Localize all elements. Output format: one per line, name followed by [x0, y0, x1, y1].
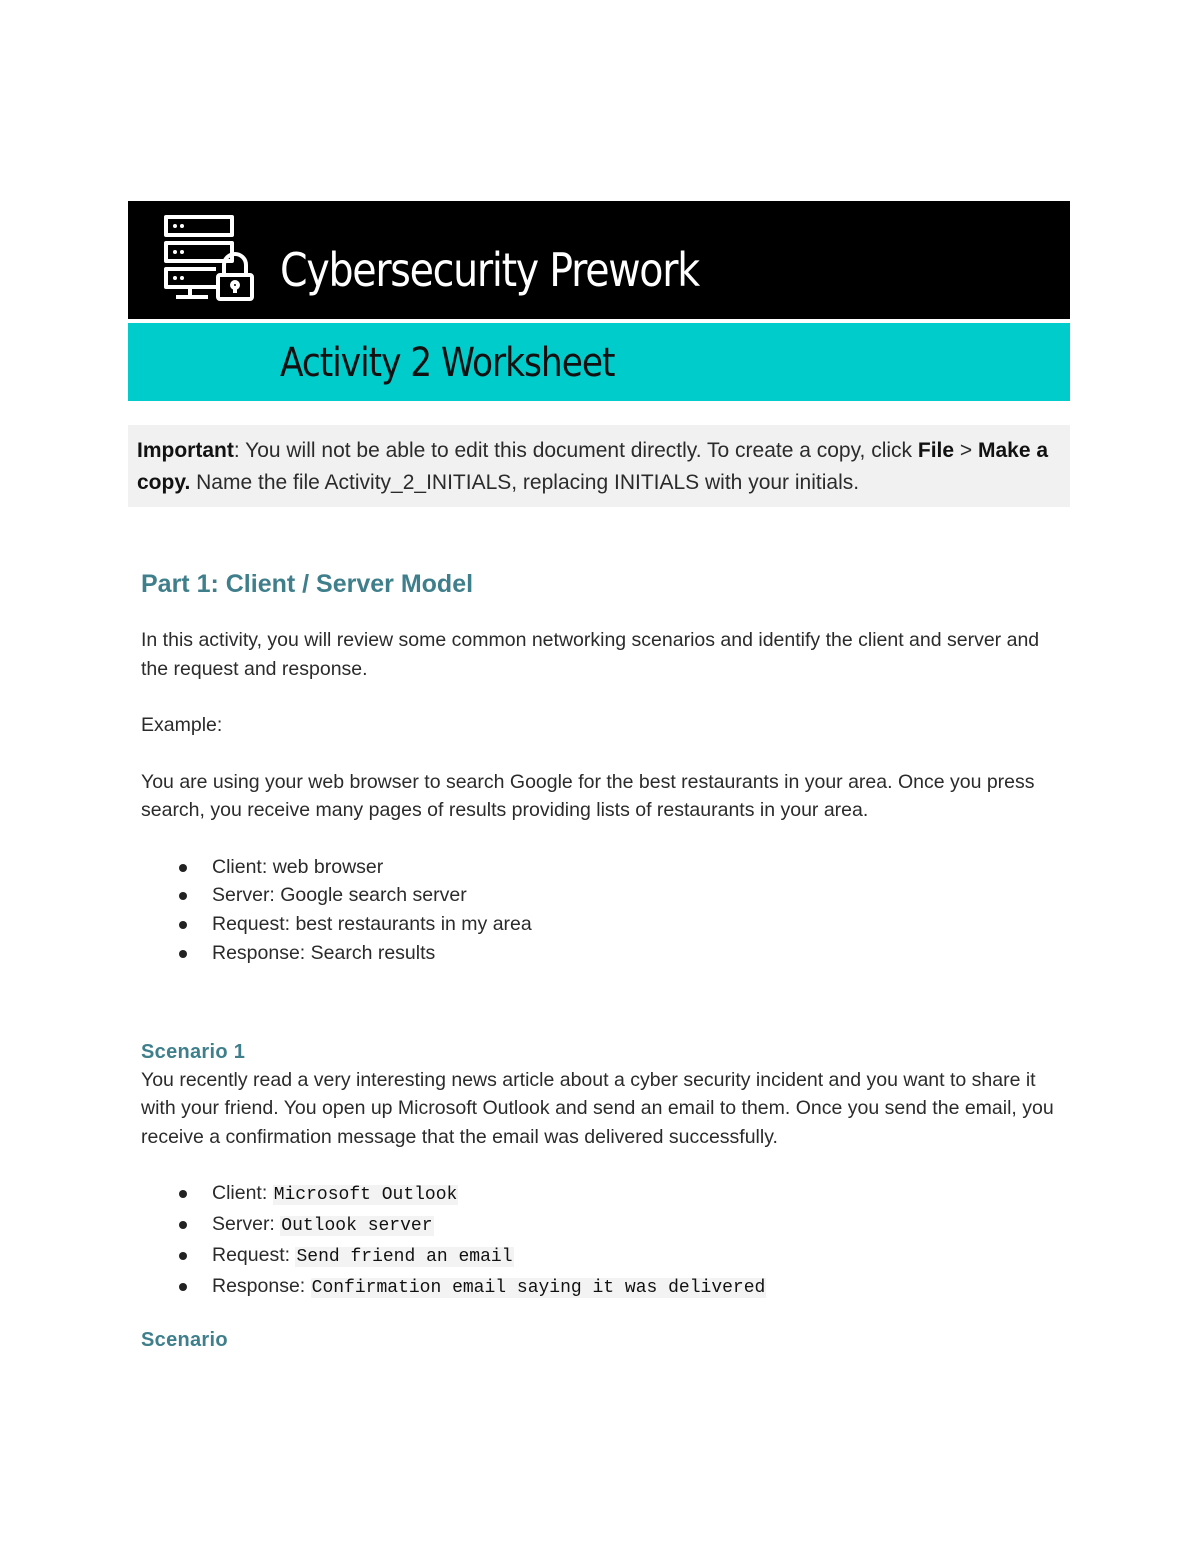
document-subtitle: Activity 2 Worksheet — [280, 340, 615, 386]
answer-field[interactable]: Outlook server — [281, 1215, 433, 1236]
notice-arrow: > — [954, 439, 978, 462]
document-body — [141, 566, 1061, 1354]
scenario1-list — [141, 1179, 1061, 1302]
item-label: Response: — [212, 1274, 311, 1297]
server-lock-icon — [162, 213, 254, 301]
important-notice — [128, 425, 1070, 507]
example-label: Example: — [141, 714, 223, 736]
item-label: Request: — [212, 1243, 296, 1266]
list-item — [141, 1210, 1061, 1241]
item-label: Server: — [212, 1212, 281, 1235]
header-banner — [128, 201, 1070, 319]
item-label: Client: — [212, 1182, 273, 1205]
scenario2-heading: Scenario — [141, 1329, 228, 1352]
example-text: You are using your web browser to search Google for the best restaurants in your area. Once you press search, you receive many pages of results providing lists of restaurants in your area. — [141, 770, 1035, 821]
list-item: Response: Search results — [141, 939, 1061, 968]
list-item: Server: Google search server — [141, 881, 1061, 910]
answer-field[interactable]: Microsoft Outlook — [273, 1185, 458, 1206]
notice-make-copy: Make a copy. — [137, 439, 1049, 494]
scenario1-heading: Scenario 1 — [141, 1040, 246, 1063]
subtitle-banner — [128, 323, 1070, 401]
answer-field[interactable]: Confirmation email saying it was delivered — [311, 1277, 766, 1298]
scenario1-text: You recently read a very interesting news article about a cyber security incident and you want to share it with your friend. You open up Microsoft Outlook and send an email to them. Once you send the email, you receive a confirmation message that the email was delivered successfully. — [141, 1068, 1054, 1148]
notice-file: File — [917, 439, 955, 462]
notice-text: : You will not be able to edit this document directly. To create a copy, click — [233, 439, 918, 462]
part1-intro: In this activity, you will review some common networking scenarios and identify the client and server and the request and response. — [141, 629, 1040, 680]
example-list — [141, 853, 1061, 968]
answer-field[interactable]: Send friend an email — [296, 1246, 513, 1267]
list-item — [141, 1179, 1061, 1210]
notice-label: Important — [137, 439, 234, 462]
list-item: Request: best restaurants in my area — [141, 910, 1061, 939]
notice-text-2: Name the file Activity_2_INITIALS, replacing INITIALS with your initials. — [190, 471, 860, 494]
part1-heading: Part 1: Client / Server Model — [141, 570, 474, 598]
list-item — [141, 1272, 1061, 1303]
list-item: Client: web browser — [141, 853, 1061, 882]
list-item — [141, 1241, 1061, 1272]
document-title: Cybersecurity Prework — [280, 243, 699, 297]
